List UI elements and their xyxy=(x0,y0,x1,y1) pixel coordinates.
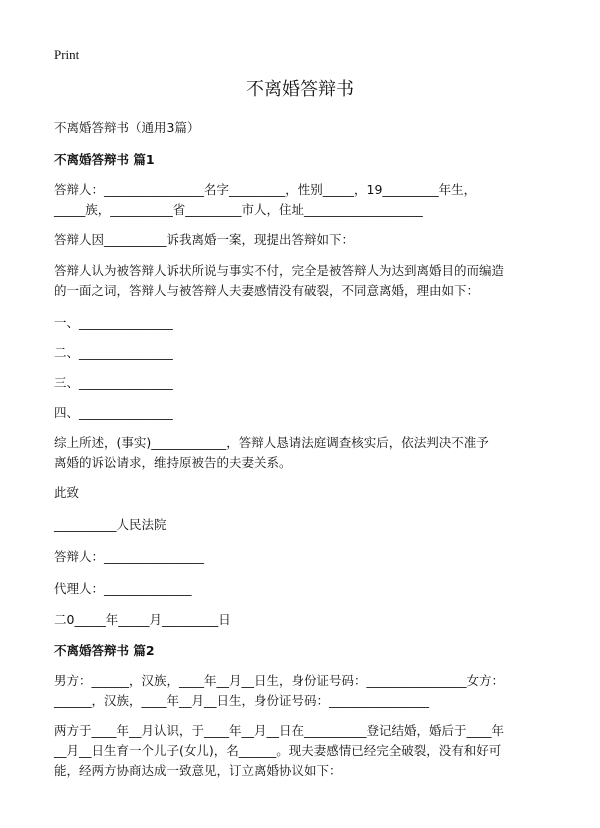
paragraph-line: 此致 xyxy=(54,485,80,500)
paragraph-line: 答辩人因__________诉我离婚一案，现提出答辩如下： xyxy=(54,232,355,247)
paragraph-line: 答辩人：________________名字_________，性别_____，19_________年生， xyxy=(54,182,477,197)
paragraph-line: 答辩人认为被答辩人诉状所说与事实不付，完全是被答辩人为达到离婚目的而编造 xyxy=(54,263,505,278)
paragraph-line: _____族，__________省_________市人，住址___________________ xyxy=(54,202,423,217)
subtitle: 不离婚答辩书（通用3篇） xyxy=(54,120,200,135)
paragraph-line: 三、_______________ xyxy=(54,375,173,390)
paragraph-line: __月__日生育一个儿子(女儿)，名______。现夫妻感情已经完全破裂，没有和好可 xyxy=(54,743,502,758)
paragraph-line: 能，经两方协商达成一致意见，订立离婚协议如下： xyxy=(54,763,342,778)
paragraph-line: 四、_______________ xyxy=(54,405,173,420)
paragraph-line: 两方于____年__月认识，于____年__月__日在__________登记结婚，婚后于____年 xyxy=(54,723,505,738)
paragraph-line: 代理人：______________ xyxy=(54,581,192,596)
document-title: 不离婚答辩书 xyxy=(246,79,354,100)
paragraph-line: __________人民法院 xyxy=(54,517,167,532)
paragraph-line: ______，汉族，____年__月__日生，身份证号码：________________ xyxy=(54,693,430,708)
paragraph-line: 男方：______，汉族，____年__月__日生，身份证号码：________________女方： xyxy=(54,673,505,688)
paragraph-line: 综上所述，(事实)____________，答辩人恳请法庭调查核实后，依法判决不准予 xyxy=(54,435,489,450)
print-link[interactable]: Print xyxy=(54,47,80,62)
paragraph-line: 答辩人：________________ xyxy=(54,549,205,564)
paragraph-line: 二、_______________ xyxy=(54,345,173,360)
paragraph-line: 的一面之词，答辩人与被答辩人夫妻感情没有破裂，不同意离婚，理由如下： xyxy=(54,283,480,298)
section-2-heading: 不离婚答辩书 篇2 xyxy=(54,643,155,658)
paragraph-line: 离婚的诉讼请求，维持原被告的夫妻关系。 xyxy=(54,455,292,470)
paragraph-line: 二0_____年_____月_________日 xyxy=(54,612,231,627)
section-1-heading: 不离婚答辩书 篇1 xyxy=(54,152,155,167)
paragraph-line: 一、_______________ xyxy=(54,315,173,330)
